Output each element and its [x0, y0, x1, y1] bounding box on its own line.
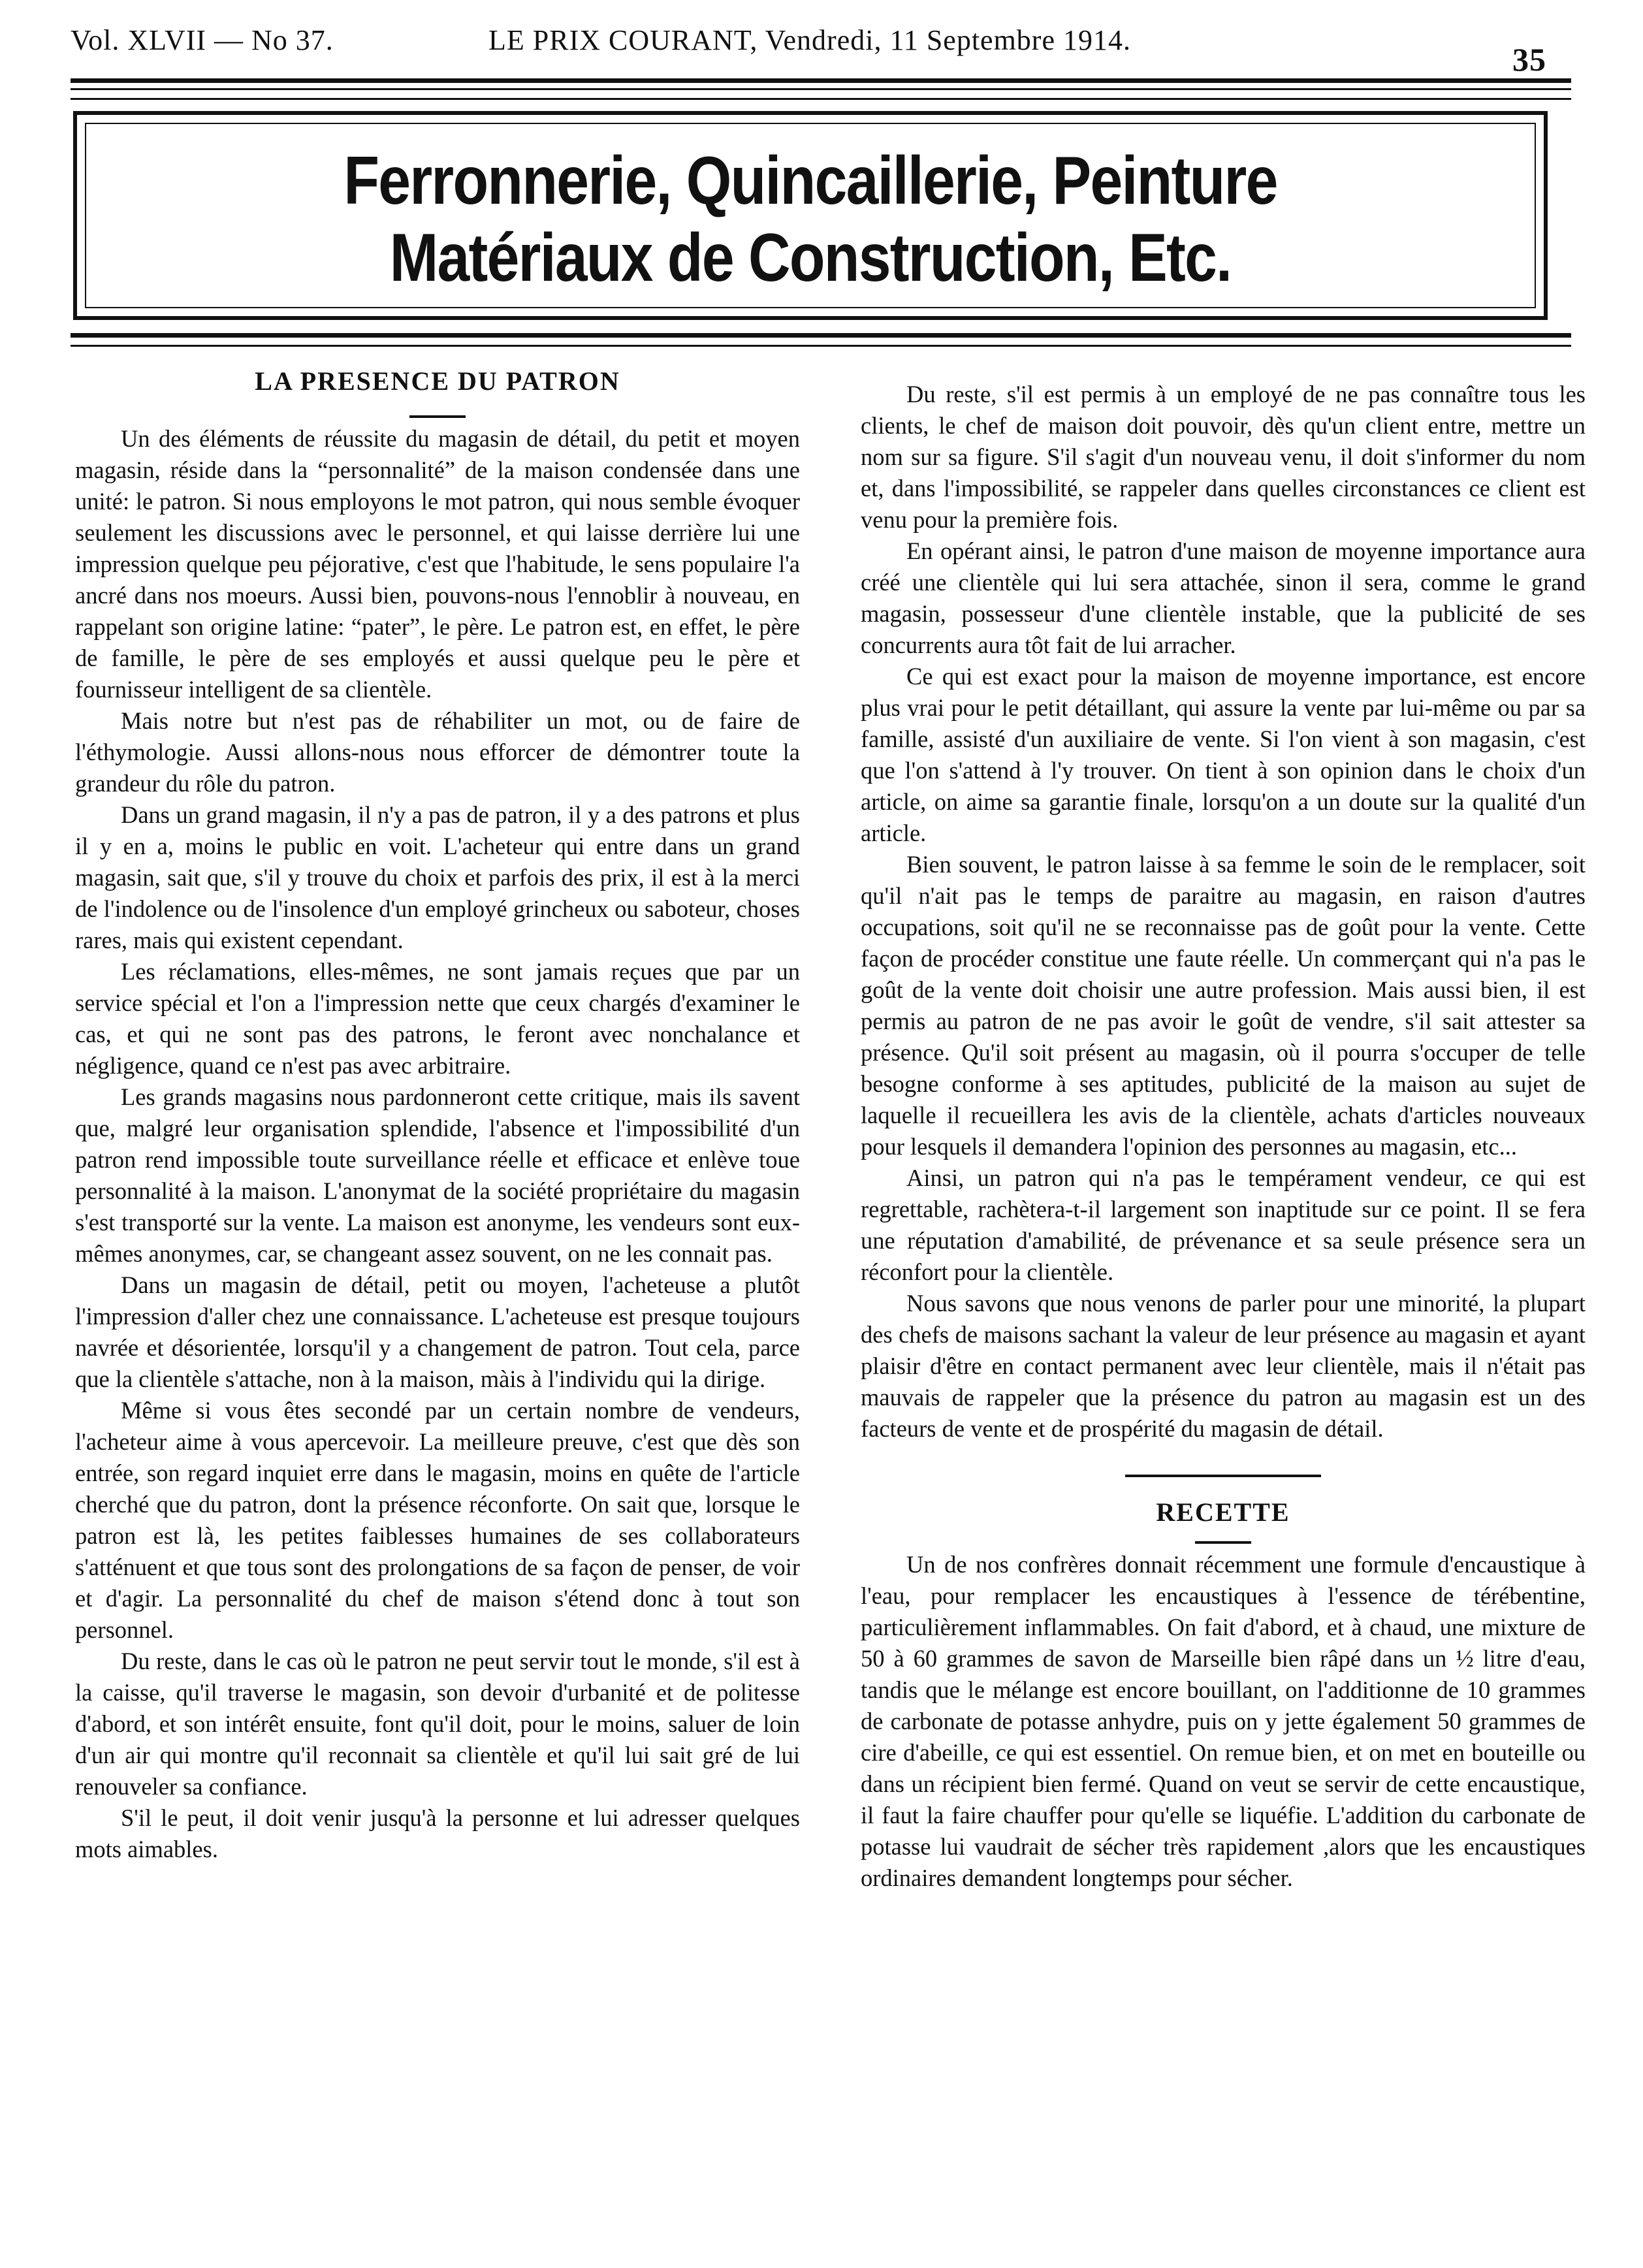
article-paragraph: Dans un magasin de détail, petit ou moyen, l'acheteuse a plutôt l'impression d'aller chez une connaissance. L'acheteuse est presque toujours navrée et désorientée, lorsqu'il y a changement de patron. Tout cela, parce que la clientèle s'attache, non à la maison, màis à l'individu qui la dirige. [75, 1271, 800, 1392]
article-paragraph: Les grands magasins nous pardonneront cette critique, mais ils savent que, malgré leur organisation splendide, l'absence et l'impossibilité d'un patron rend impossible toute surveillance réelle et efficace et enlève toue personnalité à la maison. L'anonymat de la société propriétaire du magasin s'est transporté sur la vente. La maison est anonyme, les vendeurs sont eux-mêmes anonymes, car, se changeant assez souvent, on ne les connait pas. [75, 1083, 800, 1267]
article-paragraph: Ainsi, un patron qui n'a pas le tempérament vendeur, ce qui est regrettable, rachètera-t-il largement son inaptitude sur ce point. Il se fera une réputation d'amabilité, de prévenance et sa seule présence sera un réconfort pour la clientèle. [861, 1164, 1586, 1285]
header-rule-thin [71, 88, 1571, 90]
running-head [71, 14, 1546, 78]
article-paragraph: Même si vous êtes secondé par un certain nombre de vendeurs, l'acheteur aime à vous apercevoir. La meilleure preuve, c'est que dès son entrée, son regard inquiet erre dans le magasin, moins en quête de l'article cherché que du patron, dont la présence réconforte. On sait que, lorsque le patron est là, les petites faiblesses humaines de ses collaborateurs s'atténuent et que tous sont des prolongations de sa façon de penser, de voir et d'agir. La personnalité du chef de maison s'étend donc à tout son personnel. [75, 1397, 800, 1643]
article-separator-rule [1125, 1475, 1321, 1477]
publication-date: LE PRIX COURANT, Vendredi, 11 Septembre 1914. [488, 24, 1131, 56]
article-paragraph: Dans un grand magasin, il n'y a pas de patron, il y a des patrons et plus il y en a, moins le public en voit. L'acheteur qui entre dans un grand magasin, sait que, s'il y trouve du choix et parfois des prix, il est à la merci de l'indolence ou de l'insolence d'un employé grincheux ou saboteur, choses rares, mais qui existent cependant. [75, 801, 800, 953]
article-paragraph: Du reste, dans le cas où le patron ne peut servir tout le monde, s'il est à la caisse, qu'il traverse le magasin, son devoir d'urbanité et de politesse d'abord, et son intérêt ensuite, font qu'il doit, pour le moins, saluer de loin d'un air qui montre qu'il reconnait sa clientèle et qu'il lui sait gré de lui renouveler sa confiance. [75, 1648, 800, 1800]
banner-bottom-rule-thin [71, 345, 1571, 347]
article-paragraph: Bien souvent, le patron laisse à sa femme le soin de le remplacer, soit qu'il n'ait pas le temps de paraitre au magasin, en raison d'autres occupations, soit qu'il ne se reconnaisse pas de goût pour la vente. Cette façon de procéder constitue une faute réelle. Un commerçant qui n'a pas le goût de la vente doit choisir une autre profession. Mais aussi bien, il est permis au patron de ne pas avoir le goût de vendre, s'il sait attester sa présence. Qu'il soit présent au magasin, où il pourra s'occuper de telle besogne conforme à ses aptitudes, publicité de la maison au sujet de laquelle il recueillera les avis de la clientèle, achats d'articles nouveaux pour lesquels il demandera l'opinion des personnes au magasin, etc... [861, 851, 1586, 1160]
section-banner [73, 111, 1548, 320]
column-right [861, 379, 1586, 1894]
article-paragraph: S'il le peut, il doit venir jusqu'à la personne et lui adresser quelques mots aimables. [75, 1804, 800, 1862]
article-title: LA PRESENCE DU PATRON [255, 366, 620, 396]
header-rule-thin-2 [71, 98, 1571, 100]
article-paragraph: En opérant ainsi, le patron d'une maison de moyenne importance aura créé une clientèle qui lui sera attachée, sinon il sera, comme le grand magasin, possesseur d'une clientèle instable, que la publicité de ses concurrents aura tôt fait de lui arracher. [861, 537, 1586, 658]
recipe-title: RECETTE [1156, 1497, 1290, 1527]
article-paragraph: Du reste, s'il est permis à un employé de ne pas connaître tous les clients, le chef de maison doit pouvoir, dès qu'un client entre, mettre un nom sur sa figure. S'il s'agit d'un nouveau venu, il doit s'informer du nom et, dans l'impossibilité, se rappeler dans quelles circonstances ce client est venu pour la première fois. [861, 381, 1586, 533]
article-paragraph: Les réclamations, elles-mêmes, ne sont jamais reçues que par un service spécial et l'on a l'impression nette que ceux chargés d'examiner le cas, et qui ne sont pas des patrons, le feront avec nonchalance et négligence, quand ce n'est pas avec arbitraire. [75, 958, 800, 1079]
article-paragraph: Nous savons que nous venons de parler pour une minorité, la plupart des chefs de maisons sachant la valeur de leur présence au magasin et ayant plaisir d'être en contact permanent avec leur clientèle, mais il n'était pas mauvais de rappeler que la présence du patron au magasin est un des facteurs de vente et de prospérité du magasin de détail. [861, 1290, 1586, 1442]
article-paragraph: Un des éléments de réussite du magasin de détail, du petit et moyen magasin, réside dans la “personnalité” de la maison condensée dans une unité: le patron. Si nous employons le mot patron, qui nous semble évoquer seulement les discussions avec le personnel, et qui laisse derrière lui une impression quelque peu péjorative, c'est que l'habitude, le sens populaire l'a ancré dans nos moeurs. Aussi bien, pouvons-nous l'ennoblir à nouveau, en rappelant son origine latine: “pater”, le père. Le patron est, en effet, le père de famille, le père de ses employés et aussi quelque peu le père et fournisseur intelligent de sa clientèle. [75, 425, 800, 703]
banner-bottom-rule [71, 333, 1571, 338]
article-paragraph: Ce qui est exact pour la maison de moyenne importance, est encore plus vrai pour le petit détaillant, qui assure la vente par lui-même ou par sa famille, assisté d'un auxiliaire de vente. Si l'on vient à son magasin, c'est que l'on s'attend à l'y trouver. On tient à son opinion dans le choix d'un article, on aime sa garantie finale, lorsqu'on a un doute sur la qualité d'un article. [861, 663, 1586, 846]
volume-number: Vol. XLVII — No 37. [71, 24, 334, 56]
banner-line-1: Ferronnerie, Quincaillerie, Peinture [343, 143, 1277, 219]
header-rule [71, 78, 1571, 83]
page-number: 35 [1512, 41, 1546, 78]
column-left [75, 366, 800, 1865]
banner-line-2: Matériaux de Construction, Etc. [389, 220, 1232, 296]
article-paragraph: Mais notre but n'est pas de réhabiliter un mot, ou de faire de l'éthymologie. Aussi allons-nous nous efforcer de démontrer toute la grandeur du rôle du patron. [75, 707, 800, 797]
title-rule [409, 415, 466, 418]
recipe-title-rule [1195, 1541, 1251, 1544]
recipe-paragraph: Un de nos confrères donnait récemment une formule d'encaustique à l'eau, pour remplacer les encaustiques à l'essence de térébentine, particulièrement inflammables. On fait d'abord, et à chaud, une mixture de 50 à 60 grammes de savon de Marseille bien râpé dans un ½ litre d'eau, tandis que le mélange est encore bouillant, on l'additionne de 10 grammes de carbonate de potasse anhydre, puis on y jette également 50 grammes de cire d'abeille, ce qui est essentiel. On remue bien, et on met en bouteille ou dans un récipient bien fermé. Quand on veut se servir de cette encaustique, il faut la faire chauffer pour qu'elle se liquéfie. L'addition du carbonate de potasse lui vaudrait de sécher très rapidement ,alors que les encaustiques ordinaires demandent longtemps pour sécher. [861, 1551, 1586, 1891]
